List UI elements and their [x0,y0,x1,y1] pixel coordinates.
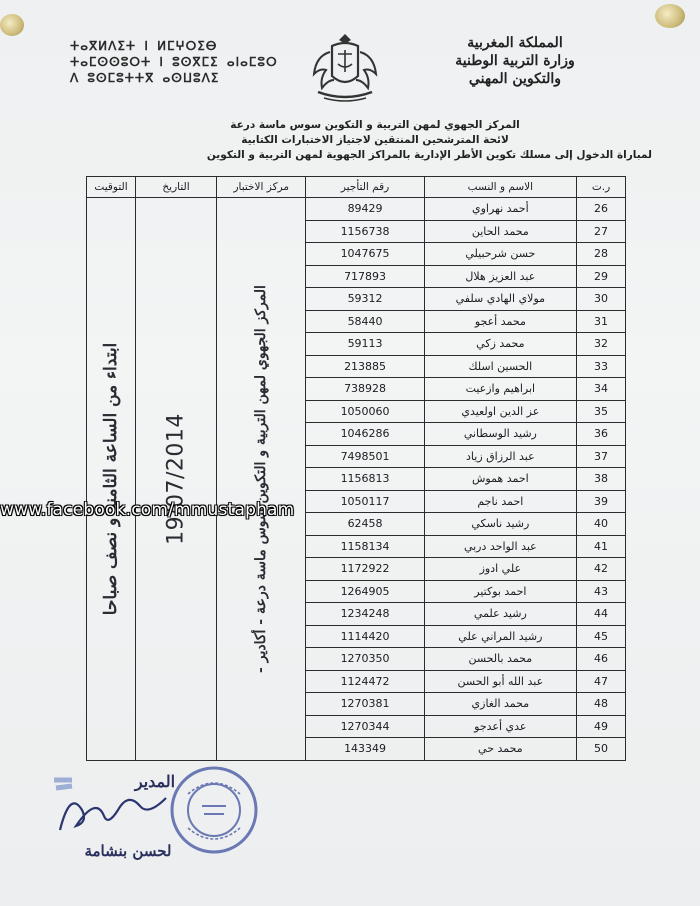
salary-number: 1270381 [306,693,424,716]
exam-time-cell [87,198,136,761]
candidate-name: احمد ناجم [424,490,576,513]
row-number: 49 [577,715,626,738]
salary-number: 1050117 [306,490,424,513]
salary-number: 1050060 [306,400,424,423]
salary-number: 143349 [306,738,424,761]
row-number: 31 [577,310,626,333]
salary-number: 717893 [306,265,424,288]
salary-number: 1046286 [306,423,424,446]
exam-date: 19/07/2014 [163,412,189,545]
salary-number: 1114420 [306,625,424,648]
salary-number: 213885 [306,355,424,378]
row-number: 34 [577,378,626,401]
row-number: 40 [577,513,626,536]
candidate-name: محمد أعجو [424,310,576,333]
header-code: رقم التأجير [306,177,424,198]
row-number: 41 [577,535,626,558]
candidate-name: محمد الغازي [424,693,576,716]
salary-number: 1124472 [306,670,424,693]
row-number: 42 [577,558,626,581]
candidates-table [86,176,626,761]
salary-number: 1234248 [306,603,424,626]
header-date: التاريخ [136,177,217,198]
salary-number: 62458 [306,513,424,536]
row-number: 28 [577,243,626,266]
candidate-name: حسن شرحبيلي [424,243,576,266]
candidate-name: رشيد علمي [424,603,576,626]
header-tifinagh-block [70,38,300,86]
candidate-name: الحسين اسلك [424,355,576,378]
header-time: التوقيت [87,177,136,198]
salary-number: 1270350 [306,648,424,671]
facebook-watermark: www.facebook.com/mmustapham [0,500,295,520]
exam-center-cell [216,198,305,761]
header-num: ر.ت [577,177,626,198]
row-number: 45 [577,625,626,648]
salary-number: 738928 [306,378,424,401]
salary-number: 1158134 [306,535,424,558]
candidate-name: احمد هموش [424,468,576,491]
candidate-name: رشيد الوسطاني [424,423,576,446]
row-number: 43 [577,580,626,603]
table-body [87,198,626,761]
row-number: 47 [577,670,626,693]
row-number: 33 [577,355,626,378]
exam-time: ابتداء من الساعة الثامنة و نصف صباحا [101,342,122,616]
row-number: 37 [577,445,626,468]
candidate-name: رشيد ناسكي [424,513,576,536]
document-titles [70,118,680,163]
header-ministry-line: وزارة التربية الوطنية [455,53,575,69]
candidate-name: عبد العزيز هلال [424,265,576,288]
header-ministry-block [420,34,610,88]
salary-number: 7498501 [306,445,424,468]
header-tifinagh-line: ⵜⴰⴳⵍⴷⵉⵜ ⵏ ⵍⵎⵖⵔⵉⴱ [70,39,218,53]
row-number: 44 [577,603,626,626]
row-number: 27 [577,220,626,243]
salary-number: 58440 [306,310,424,333]
candidate-name: أحمد نهراوي [424,198,576,221]
salary-number: 1156813 [306,468,424,491]
candidate-name: احمد بوكتير [424,580,576,603]
salary-number: 59113 [306,333,424,356]
salary-number: 1270344 [306,715,424,738]
row-number: 39 [577,490,626,513]
row-number: 38 [577,468,626,491]
row-number: 26 [577,198,626,221]
salary-number: 59312 [306,288,424,311]
salary-number: 1047675 [306,243,424,266]
candidate-name: عبد الرزاق زياد [424,445,576,468]
header-tifinagh-line: ⵜⴰⵎⵙⵙⵓⵔⵜ ⵏ ⵓⵙⴳⵎⵉ ⴰⵏⴰⵎⵓⵔ [70,55,278,69]
candidate-name: علي ادوز [424,558,576,581]
candidate-name: عبد الواحد دربي [424,535,576,558]
title-center: المركز الجهوي لمهن التربية و التكوين سوس ماسة درعة [230,119,520,131]
pushpin-left-icon [0,14,24,36]
title-list: لائحة المترشحين المنتقين لاجتياز الاختبارات الكتابية [241,134,509,146]
salary-number: 89429 [306,198,424,221]
header-tifinagh-line: ⴷ ⵓⵙⵎⵓⵜⵜⴳ ⴰⵙⵡⵓⴷⵉ [70,71,220,85]
row-number: 29 [577,265,626,288]
header-ministry-line: المملكة المغربية [467,35,563,51]
candidate-name: ابراهيم وازعيت [424,378,576,401]
candidate-name: رشيد المراني علي [424,625,576,648]
pushpin-right-icon [655,4,685,28]
salary-number: 1156738 [306,220,424,243]
candidate-name: عدي أعدجو [424,715,576,738]
header-center: مركز الاختبار [216,177,305,198]
row-number: 35 [577,400,626,423]
exam-date-cell [136,198,217,761]
candidate-name: محمد بالحسن [424,648,576,671]
row-number: 46 [577,648,626,671]
row-number: 48 [577,693,626,716]
candidate-name: عز الدين اولعيدي [424,400,576,423]
salary-number: 1172922 [306,558,424,581]
candidate-name: عبد الله أبو الحسن [424,670,576,693]
row-number: 36 [577,423,626,446]
signer-name: لحسن بنشامة [84,842,172,860]
royal-emblem-icon [300,30,390,106]
row-number: 50 [577,738,626,761]
table-row [87,198,626,221]
candidate-name: مولاي الهادي سلفي [424,288,576,311]
candidate-name: محمد زكي [424,333,576,356]
candidate-name: محمد الحاين [424,220,576,243]
exam-center: المركز الجهوي لمهن التربية و التكوين سوس ماسة درعة - أكادير - [253,284,270,673]
salary-number: 1264905 [306,580,424,603]
candidate-name: محمد حي [424,738,576,761]
row-number: 30 [577,288,626,311]
director-label: المدير [134,772,176,791]
header-name: الاسم و النسب [424,177,576,198]
title-exam: لمباراة الدخول إلى مسلك تكوين الأطر الإدارية بالمراكز الجهوية لمهن التربية و التكوين [206,149,652,161]
table-header-row [87,177,626,198]
header-ministry-line: والتكوين المهني [468,71,562,87]
row-number: 32 [577,333,626,356]
